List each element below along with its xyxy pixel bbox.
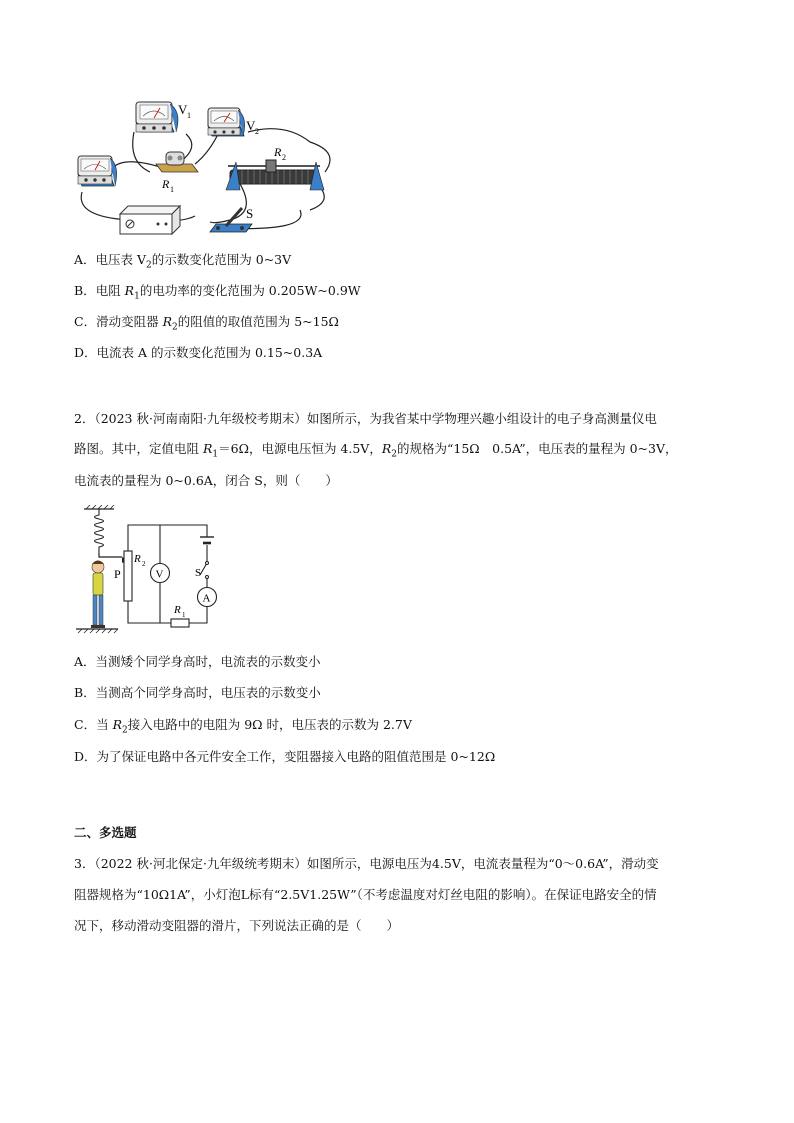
ammeter-icon <box>78 156 117 186</box>
q3-stem-line2: 阻器规格为“10Ω1A”，小灯泡L标有“2.5V1.25W”（不考虑温度对灯丝电阻的影响）。在保证电路安全的情 <box>74 887 657 902</box>
svg-text:1: 1 <box>182 611 186 619</box>
q2-stem-line3: 电流表的量程为 0~0.6A，闭合 S，则（ ） <box>74 473 338 488</box>
q2-option-a: A．当测矮个同学身高时，电流表的示数变小 <box>74 654 321 669</box>
resistor-r1-symbol <box>171 619 189 627</box>
voltmeter-v2-icon <box>208 108 245 136</box>
q2-option-c: C．当 $R_2$接入电路中的电阻为 9Ω 时，电压表的示数为 2.7V <box>74 717 412 736</box>
power-supply-icon <box>120 206 180 234</box>
svg-text:R: R <box>162 177 170 191</box>
svg-text:V: V <box>155 568 164 581</box>
student-figure-icon <box>91 561 105 629</box>
svg-text:1: 1 <box>187 111 191 120</box>
svg-text:V: V <box>178 102 188 117</box>
voltmeter-symbol <box>151 564 170 583</box>
q1-circuit-figure <box>70 92 340 242</box>
svg-text:1: 1 <box>170 185 174 194</box>
q1-option-c: C．滑动变阻器 $R_2$的阻值的取值范围为 5~15Ω <box>74 314 339 333</box>
q2-circuit-figure <box>70 505 230 640</box>
rheostat-r2-symbol <box>124 551 132 601</box>
option-letter: A． <box>74 252 96 267</box>
svg-text:2: 2 <box>255 127 259 136</box>
svg-text:S: S <box>246 206 254 221</box>
q2-option-d: D．为了保证电路中各元件安全工作，变阻器接入电路的阻值范围是 0~12Ω <box>74 749 496 764</box>
q3-stem-line3: 况下，移动滑动变阻器的滑片，下列说法正确的是（ ） <box>74 918 400 933</box>
q3-stem-line1: 3．（2022 秋·河北保定·九年级统考期末）如图所示，电源电压为4.5V，电流表量程为“0～0.6A”，滑动变 <box>74 856 659 871</box>
svg-text:R: R <box>174 604 181 616</box>
svg-text:S: S <box>195 567 202 579</box>
svg-text:2: 2 <box>142 560 146 568</box>
q2-option-b: B．当测高个同学身高时，电压表的示数变小 <box>74 685 321 700</box>
svg-text:A: A <box>202 592 211 605</box>
q2-stem-line1: 2．（2023 秋·河南南阳·九年级校考期末）如图所示，为我省某中学物理兴趣小组设计的电子身高测量仪电 <box>74 411 657 426</box>
svg-text:P: P <box>114 567 121 581</box>
svg-text:R: R <box>134 553 141 565</box>
voltmeter-v1-icon <box>136 102 178 132</box>
section-title: 二、多选题 <box>74 825 137 840</box>
resistor-r1-icon <box>156 152 198 172</box>
svg-text:V: V <box>246 118 256 133</box>
svg-text:R: R <box>274 145 282 159</box>
q1-option-a: A．电压表 $V_2$的示数变化范围为 0~3V <box>74 252 292 271</box>
q2-stem-line2: 路图。其中，定值电阻 $R_1=6\Omega$，电源电压恒为 4.5V，$R_2$的规格为“15Ω 0.5A”，电压表的量程为 0~3V， <box>74 441 678 460</box>
svg-text:2: 2 <box>282 153 286 162</box>
q1-option-b: B．电阻 $R_1$的电功率的变化范围为 0.205W~0.9W <box>74 283 361 302</box>
ammeter-symbol <box>198 588 217 607</box>
q1-option-d: D．电流表 A 的示数变化范围为 0.15~0.3A <box>74 345 323 360</box>
spring-icon <box>95 509 104 553</box>
battery-icon <box>200 537 214 543</box>
